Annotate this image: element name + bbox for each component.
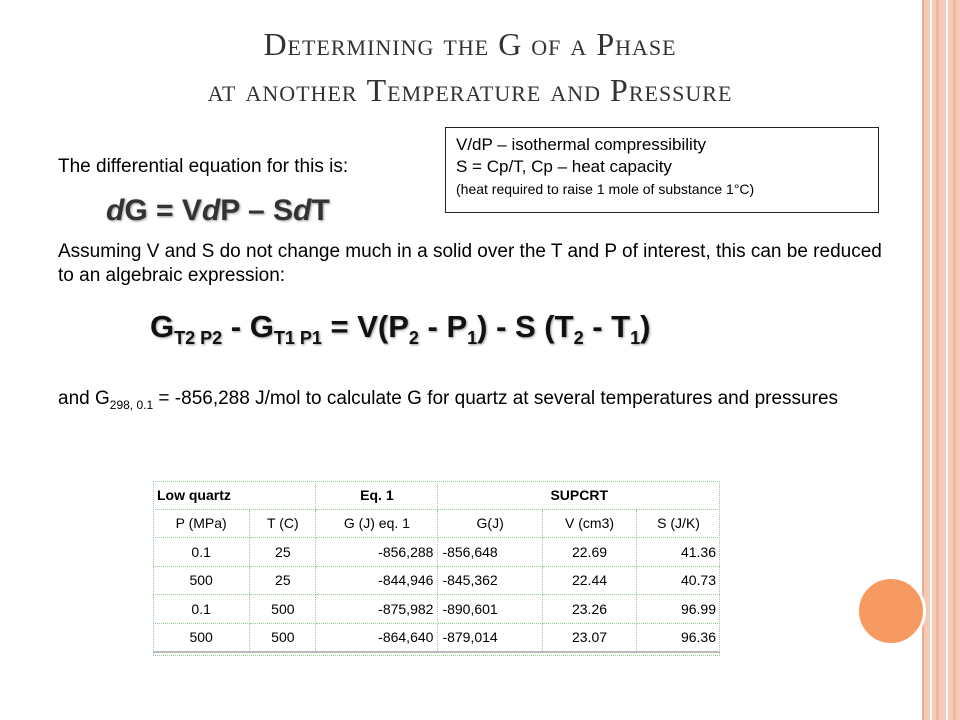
cell-volume: 22.44 [542,566,636,595]
assumption-text: Assuming V and S do not change much in a solid over the T and P of interest, this can be reduced to an algebraic expression: [58,241,882,286]
slide-title-line-2 [90,72,850,109]
table-row [153,595,720,624]
differential-equation: dG = VdP – SdT [106,194,330,227]
cell-entropy: 41.36 [637,538,720,567]
cell-temperature: 500 [250,595,316,624]
decorative-circle [856,576,926,646]
cell-g-supcrt: -890,601 [438,595,542,624]
cell-volume: 23.26 [542,595,636,624]
title-word: at another [207,72,367,108]
closing-text-subscript: 298, 0.1 [109,397,154,412]
table-row [153,566,720,595]
decorative-stripes [922,0,960,720]
slide-title-line-1 [90,26,850,63]
note-compressibility: V/dP – isothermal compressibility [456,135,707,154]
column-header: G (J) eq. 1 [316,509,438,538]
cell-volume: 22.69 [542,538,636,567]
closing-text-pre: and G [58,388,110,409]
cell-temperature: 25 [250,538,316,567]
closing-text [58,387,898,417]
title-word: hase [615,26,677,62]
title-capital: P [596,26,616,62]
title-word: emperature and [387,72,611,108]
closing-text-post: = -856,288 J/mol to calculate G for quartz at several temperatures and pressures [153,388,839,409]
title-capital: T [366,72,388,108]
cell-g-supcrt: -856,648 [438,538,542,567]
cell-pressure: 500 [153,623,250,652]
quartz-table [153,481,720,653]
cell-temperature: 25 [250,566,316,595]
cell-pressure: 500 [153,566,250,595]
note-heat-capacity-definition: (heat required to raise 1 mole of substance 1°C) [456,181,755,197]
table-group-header-row [153,481,720,509]
column-header: G(J) [438,509,542,538]
cell-pressure: 0.1 [153,595,250,624]
title-capital: G [498,26,523,62]
column-header: S (J/K) [637,509,720,538]
column-header: P (MPa) [153,509,250,538]
cell-g-supcrt: -879,014 [438,623,542,652]
cell-g-eq1: -856,288 [316,538,438,567]
cell-entropy: 96.36 [637,623,720,652]
group-header-supcrt: SUPCRT [438,481,720,509]
cell-entropy: 40.73 [637,566,720,595]
note-heat-capacity: S = Cp/T, Cp – heat capacity [456,157,672,176]
group-header-low-quartz: Low quartz [153,481,316,509]
definitions-box [445,127,879,213]
cell-g-eq1: -875,982 [316,595,438,624]
cell-g-eq1: -844,946 [316,566,438,595]
cell-g-supcrt: -845,362 [438,566,542,595]
column-header: V (cm3) [542,509,636,538]
title-word: of a [522,26,597,62]
column-header: T (C) [250,509,316,538]
group-header-eq1: Eq. 1 [316,481,438,509]
algebraic-equation: $G_{T2 P2} - G_{T1 P1} = V(P_2 - P_1) - S$ $(T_2 - T_1)$ [150,309,651,349]
cell-g-eq1: -864,640 [316,623,438,652]
cell-pressure: 0.1 [153,538,250,567]
title-capital: P [610,72,629,108]
title-capital: D [263,26,288,62]
table-row [153,623,720,652]
cell-temperature: 500 [250,623,316,652]
title-word: ressure [628,72,733,108]
cell-volume: 23.07 [542,623,636,652]
table-row [153,538,720,567]
table-column-header-row [153,509,720,538]
cell-entropy: 96.99 [637,595,720,624]
title-word: etermining the [287,26,499,62]
intro-text: The differential equation for this is: [58,156,349,177]
